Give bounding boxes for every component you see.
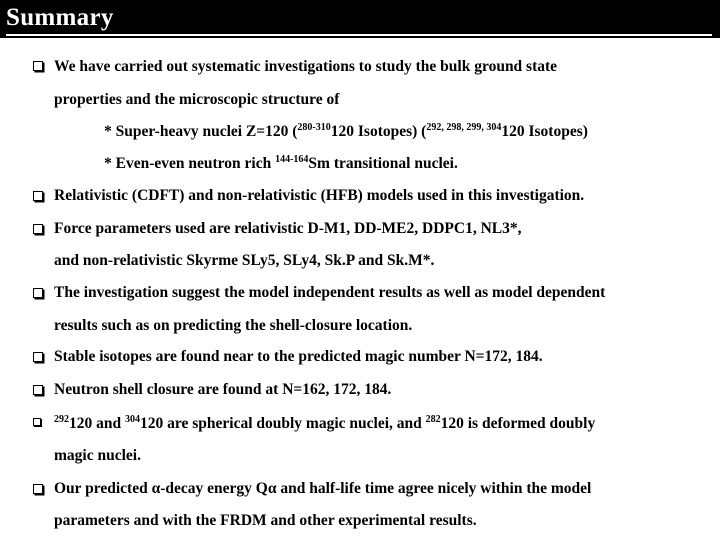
bullet-6: Neutron shell closure are found at N=162, 172, 184. xyxy=(54,381,392,398)
sub-item-sm-nuclei: * Even-even neutron rich $^{144-164}$Sm transitional nuclei. xyxy=(104,154,458,172)
title-bar xyxy=(0,0,720,38)
bullet-4-line-2: results such as on predicting the shell-closure location. xyxy=(54,317,413,334)
bullet-1-line-1: We have carried out systematic investigations to study the bulk ground state xyxy=(54,58,558,75)
bullet-3-line-2: and non-relativistic Skyrme SLy5, SLy4, Sk.P and Sk.M*. xyxy=(54,252,435,269)
bullet-4-line-1: The investigation suggest the model independent results as well as model dependent xyxy=(54,284,606,301)
title-underline xyxy=(6,34,712,36)
bullet-icon xyxy=(33,385,43,395)
slide-title: Summary xyxy=(6,4,114,31)
sub-item-superheavy: * Super-heavy nuclei Z=120 ($^{280-310}$120 Isotopes) ($^{292, 298, 299, 304}$120 Isotopes) xyxy=(104,122,588,140)
bullet-icon xyxy=(33,191,43,201)
bullet-icon xyxy=(33,418,41,426)
bullet-7-line-1: $^{292}$120 and $^{304}$120 are spherical doubly magic nuclei, and $^{282}$120 is deformed doubly xyxy=(54,414,596,432)
bullet-5: Stable isotopes are found near to the predicted magic number N=172, 184. xyxy=(54,348,543,365)
bullet-8-line-1: Our predicted α-decay energy Qα and half-life time agree nicely within the model xyxy=(54,480,592,497)
bullet-3-line-1: Force parameters used are relativistic D-M1, DD-ME2, DDPC1, NL3*, xyxy=(54,220,522,237)
bullet-icon xyxy=(33,61,43,71)
bullet-1-line-2: properties and the microscopic structure of xyxy=(54,91,340,108)
bullet-icon xyxy=(33,224,43,234)
bullet-icon xyxy=(33,484,43,494)
bullet-2: Relativistic (CDFT) and non-relativistic (HFB) models used in this investigation. xyxy=(54,187,585,204)
bullet-icon xyxy=(33,288,43,298)
bullet-8-line-2: parameters and with the FRDM and other experimental results. xyxy=(54,512,477,529)
bullet-icon xyxy=(33,352,43,362)
bullet-7-line-2: magic nuclei. xyxy=(54,447,141,464)
